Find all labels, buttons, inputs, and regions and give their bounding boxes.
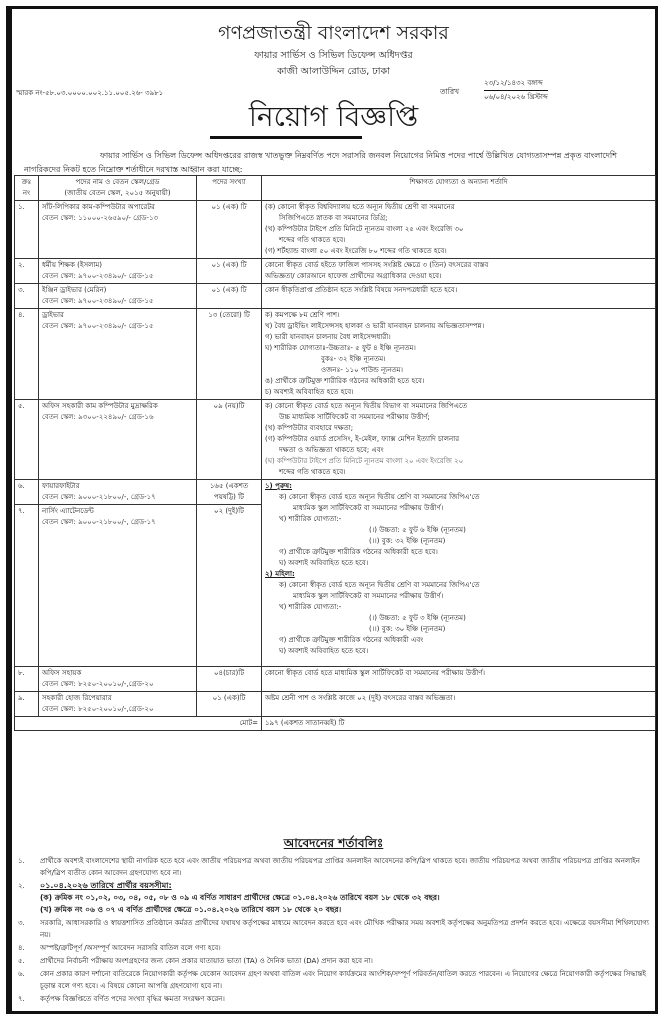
requirements-firefighter-nursing: ১) পুরুষ: ক) কোনো স্বীকৃত বোর্ড হতে অন্যূন দ্বিতীয় শ্রেণি বা সমমানের জিপিএ'তে মাধ্যমিক স্কুল সার্টিফিকেট বা সমমানের পরীক্ষায় উত্তীর্ণ। খ) শারীরিক যোগ্যতা:- (।) উচ্চতা: ৫ ফুট ৬ ইঞ্চি (ন্যূনতম) (।।) বুক: ৩২ ইঞ্চি (ন্যূনতম) গ) প্রার্থীকে ত্রুটিমুক্ত শারীরিক গঠনের অধিকারী হতে হবে। ঘ) অবশ্যই অবিবাহিত হতে হবে। ২) মহিলা: ক) কোনো স্বীকৃত বোর্ড হতে অন্যূন দ্বিতীয় শ্রেণি বা সমমানের জিপিএ'তে মাধ্যমিক স্কুল সার্টিফিকেট বা সমমানের পরীক্ষায় উত্তীর্ণ। খ) শারীরিক যোগ্যতা:- (।) উচ্চতা: ৫ ফুট ৩ ইঞ্চি (ন্যূনতম) (।।) বুক: ৩০ ইঞ্চি (ন্যূনতম) গ) প্রার্থীকে ত্রুটিমুক্ত শারীরিক গঠনের অধিকারী এবং ঘ) অবশ্যই অবিবাহিত হতে হবে। bbox=[262, 480, 656, 667]
requirements: ক) কোনো স্বীকৃত বোর্ড হতে অন্যূন দ্বিতীয় বিভাগ বা সমমানের জিপিএতে উচ্চ মাধ্যমিক সার্টিফিকেট বা সমমানের পরীক্ষায় উত্তীর্ণ; (খ) কম্পিউটার ব্যবহারে দক্ষতা; (গ) কম্পিউটার ওয়ার্ড প্রসেসিং, ই-মেইল, ফ্যাক্স মেশিন ইত্যাদি চালনার দক্ষতা ও অভিজ্ঞতা থাকতে হবে; এবং (ঘ) কম্পিউটার টাইপে প্রতি মিনিটে ন্যূনতম বাংলা ২০ এবং ইংরেজি ২০ শব্দের গতি থাকতে হবে। bbox=[262, 400, 656, 480]
requirements: (ক) কোনো স্বীকৃত বিশ্ববিদ্যালয় হতে অন্যূন দ্বিতীয় শ্রেণী বা সমমানের সিজিপিএতে স্নাতক বা সমমানের ডিগ্রি; (খ) কম্পিউটার টাইপে প্রতি মিনিটে ন্যূনতম বাংলা ২৫ এবং ইংরেজি ৩০ শব্দের গতি থাকতে হবে। (গ) শর্টহ্যান্ড বাংলা ৫০ এবং ইংরেজি ৮০ শব্দের গতি থাকতে হবে। bbox=[262, 201, 656, 259]
post-count: ০১ (এক) টি bbox=[197, 259, 262, 284]
date-label: তারিখ bbox=[440, 87, 459, 96]
header-count: পদের সংখ্যা bbox=[197, 176, 262, 201]
terms-title: আবেদনের শর্তাবলিঃ bbox=[283, 836, 384, 850]
total-label: মোট= bbox=[15, 717, 262, 731]
post-count: ১৩ (তেরো) টি bbox=[197, 309, 262, 400]
requirements: কোনো স্বীকৃত বোর্ড হইতে ফাজিল পাসসহ সংশ্লিষ্ট ক্ষেত্রে ৩ (তিন) বৎসরের বাস্তব অভিজ্ঞতা/ কোরআনে হাফেজ প্রার্থীদের অগ্রাধিকার দেওয়া হবে। bbox=[262, 259, 656, 284]
table-row: ৮. অফিস সহায়ক বেতন স্কেল: ৮২৫০-২০০১০/-,গ্রেড-২০ ০৪(চার)টি কোনো স্বীকৃত বোর্ড হতে মাধ্যমিক স্কুল সার্টিফিকেট বা সমমানের পরীক্ষায় উত্তীর্ণ। bbox=[15, 667, 656, 692]
table-row: ৯. সহকারী হোজ রিপেয়ারার বেতন স্কেল: ৮২৫০-২০০১০/-,গ্রেড-২০ ০১ (এক)টি অষ্টম শ্রেনী পাশ ও সংশ্লিষ্ট কাজে ০২ (দুই) বৎসরের বাস্তব অভিজ্ঞতা। bbox=[15, 692, 656, 717]
table-row: ৪. ড্রাইভার বেতন স্কেল: ৯৭০০-২৩৪৯০/- গ্রেড-১৫ ১৩ (তেরো) টি ক) কমপক্ষে ৮ম শ্রেণি পাশ। খ) বৈধ ড্রাইভিং লাইসেন্সসহ হালকা ও ভারী যানবাহন চালনায় অভিজ্ঞতাসম্পন্ন। গ) ভারী যানবাহন চালনায় বৈধ লাইসেন্সধারী। ঘ) শারীরিক যোগ্যতাঃ-উচ্চতাঃ- ৫ ফুট ৪ ইঞ্চি ন্যূনতম। বুকঃ- ৩২ ইঞ্চি ন্যূনতম। ওজনঃ- ১১০ পাউন্ড ন্যূনতম। ঙ) প্রার্থীকে ত্রুটিমুক্ত শারীরিক গঠনের অধিকারী হতে হবে। চ) অবশ্যই অবিবাহিত হতে হবে। bbox=[15, 309, 656, 400]
intro-paragraph: ফায়ার সার্ভিস ও সিভিল ডিফেন্স অধিদপ্তরের রাজস্ব খাতভুক্ত নিম্নবর্ণিত পদে সরাসরি জনবল নিয়োগের নিমিত্ত পদের পার্শ্বে উল্লিখিত যোগ্যতাসম্পন্ন প্রকৃত বাংলাদেশি নাগরিকদের নিকট হতে নিম্নোক্ত শর্তাধীনে দরখাস্ত আহ্বান করা যাচ্ছে: bbox=[24, 151, 617, 174]
table-total-row bbox=[15, 717, 656, 731]
salary-scale: বেতন স্কেল: ৯৩০০-২২৪৯০/- গ্রেড-১৬ bbox=[42, 413, 154, 421]
post-name: ধর্মীয় শিক্ষক (ইসলাম) bbox=[42, 261, 102, 269]
date-gregorian: ০৬/০৪/২০২৬ খ্রিস্টাব্দ bbox=[484, 93, 548, 101]
requirements: কোন স্বীকৃতিপ্রাপ্ত প্রতিষ্ঠান হতে সংশ্লিষ্ট বিষয়ে সনদপত্রধারী হতে হবে। bbox=[262, 284, 656, 309]
notice-document bbox=[6, 6, 658, 1014]
table-row: ৬. ফায়ারফাইটার বেতন স্কেল: ৯০০০-২১৮০০/-, গ্রেড-১৭ ১৬৫ (একশত পয়ষট্টি) টি ১) পুরুষ: ক) কোনো স্বীকৃত বোর্ড হতে অন্যূন দ্বিতীয় শ্রেণি বা সমমানের জিপিএ'তে মাধ্যমিক স্কুল সার্টিফিকেট বা সমমানের পরীক্ষায় উত্তীর্ণ। খ) শারীরিক যোগ্যতা:- (।) উচ্চতা: ৫ ফুট ৬ ইঞ্চি (ন্যূনতম) (।।) বুক: ৩২ ইঞ্চি (ন্যূনতম) গ) প্রার্থীকে ত্রুটিমুক্ত শারীরিক গঠনের অধিকারী হতে হবে। ঘ) অবশ্যই অবিবাহিত হতে হবে। ২) মহিলা: ক) কোনো স্বীকৃত বোর্ড হতে অন্যূন দ্বিতীয় শ্রেণি বা সমমানের জিপিএ'তে মাধ্যমিক স্কুল সার্টিফিকেট বা সমমানের পরীক্ষায় উত্তীর্ণ। খ) শারীরিক যোগ্যতা:- (।) উচ্চতা: ৫ ফুট ৩ ইঞ্চি (ন্যূনতম) (।।) বুক: ৩০ ইঞ্চি (ন্যূনতম) গ) প্রার্থীকে ত্রুটিমুক্ত শারীরিক গঠনের অধিকারী এবং ঘ) অবশ্যই অবিবাহিত হতে হবে। bbox=[15, 480, 656, 505]
post-name: সাঁট-লিপিকার কাম-কম্পিউটার অপারেটর bbox=[42, 203, 155, 211]
salary-scale: বেতন স্কেল: ৯৭০০-২৩৪৯০/- গ্রেড-১৫ bbox=[42, 322, 154, 330]
post-count: ০১ (এক) টি bbox=[197, 201, 262, 259]
term-item: ৬. কোন প্রকার কারণ দর্শানো ব্যতিরেকে নিয়োগকারী কর্তৃপক্ষ যেকোন আবেদন গ্রহণ অথবা বাতিল এবং নিয়োগ কার্যক্রমের আংশিক/সম্পূর্ণ পরিবর্তন/বাতিল করতে পারবেন। এ নিয়োগের ক্ষেত্রে নিয়োগকারী কর্তৃপক্ষের সিদ্ধান্তই চূড়ান্ত বলে গণ্য হবে। এ বিষয়ে কোনো আপত্তি গ্রহণযোগ্য হবে না। bbox=[18, 970, 647, 990]
requirements: কোনো স্বীকৃত বোর্ড হতে মাধ্যমিক স্কুল সার্টিফিকেট বা সমমানের পরীক্ষায় উত্তীর্ণ। bbox=[262, 667, 656, 692]
post-name: নার্সিং এ্যাটেনডেন্ট bbox=[42, 507, 94, 515]
table-row: ৩. ইঞ্জিন ড্রাইভার (মেরিন) বেতন স্কেল: ৯৭০০-২৩৪৯০/- গ্রেড-১৫ ০১ (এক) টি কোন স্বীকৃতিপ্রাপ্ত প্রতিষ্ঠান হতে সংশ্লিষ্ট বিষয়ে সনদপত্রধারী হতে হবে। bbox=[15, 284, 656, 309]
salary-scale: বেতন স্কেল: ৯০০০-২১৮০০/-, গ্রেড-১৭ bbox=[42, 518, 156, 526]
terms-list bbox=[18, 855, 650, 1006]
female-heading: ২) মহিলা: bbox=[265, 570, 295, 578]
age-limit-general: (ক) ক্রমিক নং ০১,০২, ০৩, ০৪, ০৫, ০৮ ও ০৯ এ বর্ণিত সাধারণ প্রার্থীদের ক্ষেত্রে ০১.০৪.২০২৬ তারিখে বয়স ১৮ থেকে ৩২ বছর। bbox=[40, 893, 440, 902]
post-count: ১৬৫ (একশত পয়ষট্টি) টি bbox=[197, 480, 262, 505]
post-name: ড্রাইভার bbox=[42, 311, 64, 319]
salary-scale: বেতন স্কেল: ৮২৫০-২০০১০/-,গ্রেড-২০ bbox=[42, 680, 154, 688]
age-limit-title: ০১.০৪.২০২৬ তারিখে প্রার্থীর বয়সসীমা: bbox=[40, 881, 172, 890]
header-serial: ক্রঃ নং bbox=[15, 176, 39, 201]
posts-table bbox=[14, 175, 656, 731]
salary-scale: বেতন স্কেল: ৯০০০-২১৮০০/-, গ্রেড-১৭ bbox=[42, 493, 156, 501]
table-header-row bbox=[15, 176, 656, 201]
post-count: ০৯ (নয়)টি bbox=[197, 400, 262, 480]
title-underline bbox=[210, 136, 362, 139]
total-value: ১৯৭ (একশত সাতানব্বই) টি bbox=[262, 717, 656, 731]
term-item: ৪. অস্পষ্ট/ত্রুটিপূর্ণ /অসম্পূর্ণ আবেদন সরাসরি বাতিল বলে গণ্য হবে। bbox=[18, 944, 221, 952]
table-row: ২. ধর্মীয় শিক্ষক (ইসলাম) বেতন স্কেল: ৯৭০০-২৩৪৯০/- গ্রেড-১৫ ০১ (এক) টি কোনো স্বীকৃত বোর্ড হইতে ফাজিল পাসসহ সংশ্লিষ্ট ক্ষেত্রে ৩ (তিন) বৎসরের বাস্তব অভিজ্ঞতা/ কোরআনে হাফেজ প্রার্থীদের অগ্রাধিকার দেওয়া হবে। bbox=[15, 259, 656, 284]
date-bangla: ২৩/১২/১৪৩২ বঙ্গাব্দ bbox=[484, 77, 548, 91]
header-requirements: শিক্ষাগত যোগ্যতা ও অন্যান্য শর্তাদি bbox=[262, 176, 656, 201]
post-name: ইঞ্জিন ড্রাইভার (মেরিন) bbox=[42, 286, 107, 294]
table-row: ১. সাঁট-লিপিকার কাম-কম্পিউটার অপারেটর বেতন স্কেল: ১১০০০-২৬৫৯০/- গ্রেড-১৩ ০১ (এক) টি (ক) কোনো স্বীকৃত বিশ্ববিদ্যালয় হতে অন্যূন দ্বিতীয় শ্রেণী বা সমমানের সিজিপিএতে স্নাতক বা সমমানের ডিগ্রি; (খ) কম্পিউটার টাইপে প্রতি মিনিটে ন্যূনতম বাংলা ২৫ এবং ইংরেজি ৩০ শব্দের গতি থাকতে হবে। (গ) শর্টহ্যান্ড বাংলা ৫০ এবং ইংরেজি ৮০ শব্দের গতি থাকতে হবে। bbox=[15, 201, 656, 259]
male-heading: ১) পুরুষ: bbox=[265, 482, 292, 490]
term-item: ৩. সরকারি, আধাসরকারি ও স্বায়ত্তশাসিত প্রতিষ্ঠানে কর্মরত প্রার্থীদের যথাযথ কর্তৃপক্ষের মাধ্যমে আবেদন করতে হবে এবং মৌখিক পরীক্ষার সময় অবশ্যই কর্তৃপক্ষের অনুমতিপত্র প্রদর্শন করতে হবে। এক্ষেত্রে বয়সসীমা শিথিলযোগ্য নয়। bbox=[18, 919, 649, 939]
government-title: গণপ্রজাতন্ত্রী বাংলাদেশ সরকার bbox=[218, 22, 449, 44]
post-count: ০২ (দুই)টি bbox=[197, 505, 262, 667]
term-item: ৭. কর্তৃপক্ষ বিজ্ঞপ্তিতে বর্ণিত পদের সংখ্যা বৃদ্ধির ক্ষমতা সংরক্ষণ করেন। bbox=[18, 995, 225, 1003]
post-count: ০১ (এক)টি bbox=[197, 692, 262, 717]
post-name: সহকারী হোজ রিপেয়ারার bbox=[42, 694, 112, 702]
salary-scale: বেতন স্কেল: ১১০০০-২৬৫৯০/- গ্রেড-১৩ bbox=[42, 214, 159, 222]
requirements: অষ্টম শ্রেনী পাশ ও সংশ্লিষ্ট কাজে ০২ (দুই) বৎসরের বাস্তব অভিজ্ঞতা। bbox=[262, 692, 656, 717]
department-name: ফায়ার সার্ভিস ও সিভিল ডিফেন্স অধিদপ্তর bbox=[254, 50, 413, 61]
post-name: অফিস সহকারী কাম কম্পিউটার মুদ্রাক্ষরিক bbox=[42, 402, 158, 410]
notice-title: নিয়োগ বিজ্ঞপ্তি bbox=[248, 100, 419, 133]
requirements: ক) কমপক্ষে ৮ম শ্রেণি পাশ। খ) বৈধ ড্রাইভিং লাইসেন্সসহ হালকা ও ভারী যানবাহন চালনায় অভিজ্ঞতাসম্পন্ন। গ) ভারী যানবাহন চালনায় বৈধ লাইসেন্সধারী। ঘ) শারীরিক যোগ্যতাঃ-উচ্চতাঃ- ৫ ফুট ৪ ইঞ্চি ন্যূনতম। বুকঃ- ৩২ ইঞ্চি ন্যূনতম। ওজনঃ- ১১০ পাউন্ড ন্যূনতম। ঙ) প্রার্থীকে ত্রুটিমুক্ত শারীরিক গঠনের অধিকারী হতে হবে। চ) অবশ্যই অবিবাহিত হতে হবে। bbox=[262, 309, 656, 400]
post-name: অফিস সহায়ক bbox=[42, 669, 82, 677]
post-name: ফায়ারফাইটার bbox=[42, 482, 80, 490]
post-count: ০৪(চার)টি bbox=[197, 667, 262, 692]
age-limit-firefighter: (খ) ক্রমিক নং ০৬ ও ০৭ এ বর্ণিত প্রার্থীদের ক্ষেত্রে ০১.০৪.২০২৬ তারিখে বয়স ১৮ থেকে ২০ বছর। bbox=[40, 905, 342, 914]
salary-scale: বেতন স্কেল: ৯৭০০-২৩৪৯০/- গ্রেড-১৫ bbox=[42, 272, 154, 280]
post-count: ০১ (এক) টি bbox=[197, 284, 262, 309]
term-item: ১. প্রার্থীকে অবশ্যই বাংলাদেশের স্থায়ী নাগরিক হতে হবে এবং জাতীয় পরিচয়পত্র অথবা জাতীয় পরিচয়পত্র প্রাপ্তির অনলাইন আবেদনের কপি/স্লিপ থাকতে হবে। জাতীয় পরিচয়পত্র অথবা জাতীয় পরিচয়পত্র প্রাপ্তির অনলাইন কপি/স্লিপ ব্যতীত কোন আবেদন গ্রহণযোগ্য হবে না। bbox=[18, 857, 640, 877]
table-row: ৫. অফিস সহকারী কাম কম্পিউটার মুদ্রাক্ষরিক বেতন স্কেল: ৯৩০০-২২৪৯০/- গ্রেড-১৬ ০৯ (নয়)টি ক) কোনো স্বীকৃত বোর্ড হতে অন্যূন দ্বিতীয় বিভাগ বা সমমানের জিপিএতে উচ্চ মাধ্যমিক সার্টিফিকেট বা সমমানের পরীক্ষায় উত্তীর্ণ; (খ) কম্পিউটার ব্যবহারে দক্ষতা; (গ) কম্পিউটার ওয়ার্ড প্রসেসিং, ই-মেইল, ফ্যাক্স মেশিন ইত্যাদি চালনার দক্ষতা ও অভিজ্ঞতা থাকতে হবে; এবং (ঘ) কম্পিউটার টাইপে প্রতি মিনিটে ন্যূনতম বাংলা ২০ এবং ইংরেজি ২০ শব্দের গতি থাকতে হবে। bbox=[15, 400, 656, 480]
table-row: ৭. নার্সিং এ্যাটেনডেন্ট বেতন স্কেল: ৯০০০-২১৮০০/-, গ্রেড-১৭ ০২ (দুই)টি bbox=[15, 505, 656, 667]
term-item-age-limit: ২. ০১.০৪.২০২৬ তারিখে প্রার্থীর বয়সসীমা: (ক) ক্রমিক নং ০১,০২, ০৩, ০৪, ০৫, ০৮ ও ০৯ এ বর্ণিত সাধারণ প্রার্থীদের ক্ষেত্রে ০১.০৪.২০২৬ তারিখে বয়স ১৮ থেকে ৩২ বছর। (খ) ক্রমিক নং ০৬ ও ০৭ এ বর্ণিত প্রার্থীদের ক্ষেত্রে ০১.০৪.২০২৬ তারিখে বয়স ১৮ থেকে ২০ বছর। bbox=[18, 880, 650, 916]
department-address: কাজী আলাউদ্দিন রোড, ঢাকা bbox=[277, 66, 390, 77]
header-post: পদের নাম ও বেতন স্কেল/গ্রেড (জাতীয় বেতন স্কেল, ২০১৫ অনুযায়ী) bbox=[39, 176, 197, 201]
salary-scale: বেতন স্কেল: ৯৭০০-২৩৪৯০/- গ্রেড-১৫ bbox=[42, 297, 154, 305]
salary-scale: বেতন স্কেল: ৮২৫০-২০০১০/-,গ্রেড-২০ bbox=[42, 705, 154, 713]
memo-number: স্মারক নং-৫৮.০৩.০০০০.০০২.১১.০০৫.২৬- ৩৯৮১ bbox=[16, 89, 164, 97]
term-item: ৫. প্রার্থীদের নির্বাচনী পরীক্ষায় অংশগ্রহণের জন্য কোন প্রকার যাতায়াত ভাতা (TA) ও দৈনিক ভাতা (DA) প্রদান করা হবে না। bbox=[18, 957, 373, 965]
